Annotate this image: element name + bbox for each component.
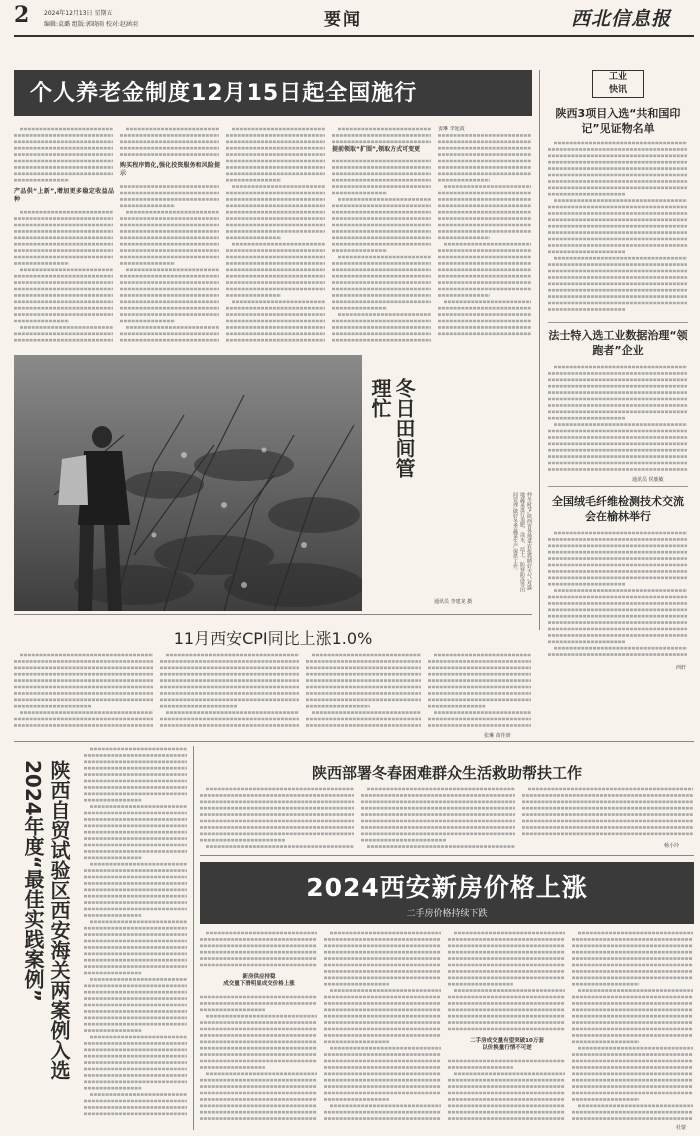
relief-bottom-rule [200,855,694,856]
trade-title: 陕西自贸试验区西安海关两案例入选2024年度“最佳实践案例” [21,760,71,1080]
body-text-lines [548,530,688,662]
housing-subhead-1b: 成交量下滑明显成交价格上涨 [200,981,318,988]
body-text-lines [14,126,114,348]
brief-item2-title: 法士特入选工业数据治理“领跑者”企业 [548,329,688,357]
lead-column-1 [14,126,114,348]
trade-divider [193,746,194,1130]
issue-date [44,8,112,17]
staff-line: 编辑:袁璐 组版:郭晓雨 校对:赵涵羽 [44,21,138,28]
section-name: 要闻 [324,10,362,30]
brief-badge-bottom: 快讯 [608,85,627,95]
brief-rule-2 [548,486,688,487]
housing-column-4 [572,930,694,1126]
cpi-column-2 [160,652,300,730]
housing-subhead-1: 新房供应持稳 [200,974,318,981]
lead-title: 个人养老金制度12月15日起全国施行 [30,81,418,106]
body-text-lines [14,652,154,730]
cpi-column-3 [306,652,422,730]
field-photo-image [14,355,362,611]
masthead-rule [14,35,694,37]
relief-column-3 [522,786,694,842]
housing-title: 2024西安新房价格上涨 [306,873,588,902]
date-text: 2024年12月13日 [44,10,93,17]
body-text-lines [522,786,694,842]
weekday-text: 星期五 [94,10,113,17]
lead-byline: 姜琳 李延霞 [438,126,532,132]
lead-column-2 [120,126,220,348]
cpi-title: 11月西安CPI同比上涨1.0% [173,629,373,648]
trade-body [84,746,188,1116]
brief-item1-title: 陕西3项目入选“共和国印记”见证物名单 [555,107,681,135]
lead-column-5 [438,126,532,348]
body-text-lines [548,364,688,476]
cpi-top-rule [14,614,532,615]
brief-divider [539,70,540,630]
housing-subtitle: 二手房价格持续下跌 [406,909,488,919]
paper-logo: 西北信息报 [571,8,672,30]
cpi-column-1 [14,652,154,730]
photo-caption-text: 仲冬时节,陕西省各地菜农抢抓晴好天气,对露地蔬菜进行追肥、浇水、培土、防寒防冻等田间管理,做好冬季蔬菜生产保供工作。 [512,492,532,592]
lead-subhead-2: 购买程序简化,强化投资服务和风险提示 [120,162,220,177]
body-text-lines [548,140,688,316]
body-text-lines [120,126,220,348]
relief-column-1 [200,786,355,850]
brief-item1-body [548,140,688,316]
housing-byline: 杜蒙 [676,1125,687,1131]
lead-subhead-1: 产品供“上新”,增加更多稳定收益品种 [14,188,114,203]
lead-column-3 [226,126,326,348]
housing-subhead-2: 二手房成交量有望突破10万套 [448,1038,566,1045]
cpi-bottom-rule [14,741,694,742]
field-photo [14,355,362,611]
body-text-lines [448,930,566,1126]
housing-column-2 [324,930,442,1126]
cpi-byline: 张琳 苗佳妍 [484,733,511,739]
housing-subhead-2b: 以价换量行情不可逆 [448,1045,566,1052]
brief-item3-title: 全国绒毛纤维检测技术交流会在榆林举行 [552,495,684,523]
relief-column-2 [361,786,516,850]
brief-rule-1 [548,322,688,323]
body-text-lines [160,652,300,730]
body-text-lines [332,126,432,348]
housing-column-1 [200,930,318,1126]
lead-subhead-3: 提前领取“扩围”,领取方式可变更 [332,146,432,154]
body-text-lines [200,930,318,1126]
body-text-lines [438,126,532,348]
page-number: 2 [14,2,30,28]
brief-item3-byline: 西轩 [676,665,687,671]
brief-item2-body [548,364,688,476]
brief-item2-byline: 通讯员 侯鹿敏 [632,477,664,483]
body-text-lines [324,930,442,1126]
relief-title: 陕西部署冬春困难群众生活救助帮扶工作 [311,764,582,782]
body-text-lines [200,786,355,850]
brief-badge-top: 工业 [608,72,627,82]
brief-badge [592,70,644,98]
body-text-lines [84,746,188,1116]
relief-byline: 杨小玲 [664,843,680,849]
photo-caption-title: 冬日田间管理忙 [368,378,416,478]
body-text-lines [572,930,694,1126]
body-text-lines [306,652,422,730]
brief-item3-body [548,530,688,662]
cpi-column-4 [428,652,532,730]
lead-column-4 [332,126,432,348]
body-text-lines [361,786,516,850]
body-text-lines [428,652,532,730]
body-text-lines [226,126,326,348]
housing-column-3 [448,930,566,1126]
photo-credit: 通讯员 李建龙 摄 [434,599,473,605]
